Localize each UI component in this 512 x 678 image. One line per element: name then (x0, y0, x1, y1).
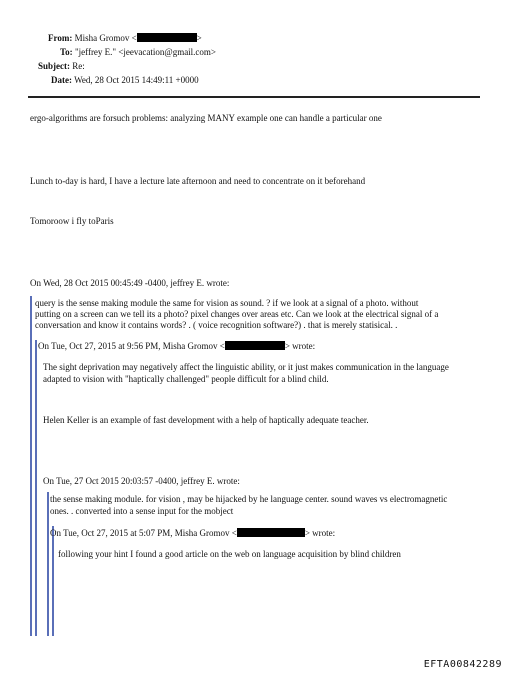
quote3-line-1: the sense making module. for vision , may be hijacked by he language center. sound waves vs electromagnetic (50, 494, 448, 504)
quote1-line-1: query is the sense making module the same for vision as sound. ? if we look at a signal of a photo. without (35, 298, 419, 308)
quote3-line-2: ones. . converted into a sense input for the mobject (50, 506, 234, 516)
subject-row (38, 61, 85, 72)
quote-attribution-4 (50, 528, 335, 539)
date-value: Wed, 28 Oct 2015 14:49:11 +0000 (74, 75, 199, 85)
quote-bar-level-2 (35, 340, 37, 636)
quote4-line-1: following your hint I found a good article on the web on language acquisition by blind children (58, 549, 401, 559)
quote1-line-3: conversation and know it contains words? . ( voice recognition software?) . that is merely statisical. . (35, 320, 398, 330)
from-close: > (196, 33, 202, 43)
redaction-box (137, 33, 197, 42)
from-name: Misha Gromov < (74, 33, 137, 43)
quote1-attrib-post: > wrote: (284, 341, 316, 351)
quote-bar-level-1 (30, 296, 32, 636)
redaction-box (225, 341, 285, 350)
body-paragraph-1: ergo-algorithms are forsuch problems: analyzing MANY example one can handle a particular one (30, 113, 382, 123)
quote-attribution-2 (38, 341, 315, 352)
header-divider (28, 96, 480, 98)
body-paragraph-2: Lunch to-day is hard, I have a lecture late afternoon and need to concentrate on it beforehand (30, 176, 366, 186)
quote-attribution-1: On Wed, 28 Oct 2015 00:45:49 -0400, jeffrey E. wrote: (30, 278, 230, 288)
date-label: Date: (51, 75, 72, 85)
document-id: EFTA00842289 (423, 659, 502, 670)
from-label: From: (48, 33, 73, 43)
quote1-line-2: putting on a screen can we tell its a photo? pixel changes over areas etc. Can we look at the electrical signal of a (35, 309, 439, 319)
redaction-box (237, 528, 305, 537)
subject-label: Subject: (38, 61, 70, 71)
quote-bar-level-3 (47, 492, 49, 636)
quote1-attrib-pre: On Tue, Oct 27, 2015 at 9:56 PM, Misha Gromov < (38, 341, 225, 351)
to-label: To: (60, 47, 73, 57)
date-row (51, 75, 199, 86)
from-row (48, 33, 202, 44)
to-value: "jeffrey E." <jeevacation@gmail.com> (74, 47, 217, 57)
quote3-attrib-pre: On Tue, Oct 27, 2015 at 5:07 PM, Misha Gromov < (50, 528, 237, 538)
quote2-line-2: adapted to vision with "haptically challenged" people difficult for a blind child. (43, 374, 329, 384)
quote2-line-1: The sight deprivation may negatively affect the linguistic ability, or it just makes communication in the language (43, 362, 449, 372)
to-row (60, 47, 216, 58)
subject-value: Re: (72, 61, 85, 71)
body-paragraph-3: Tomoroow i fly toParis (30, 216, 114, 226)
quote2-line-3: Helen Keller is an example of fast development with a help of haptically adequate teacher. (43, 415, 369, 425)
quote-attribution-3: On Tue, 27 Oct 2015 20:03:57 -0400, jeffrey E. wrote: (43, 476, 240, 486)
quote-bar-level-4 (52, 526, 54, 636)
quote3-attrib-post: > wrote: (304, 528, 336, 538)
